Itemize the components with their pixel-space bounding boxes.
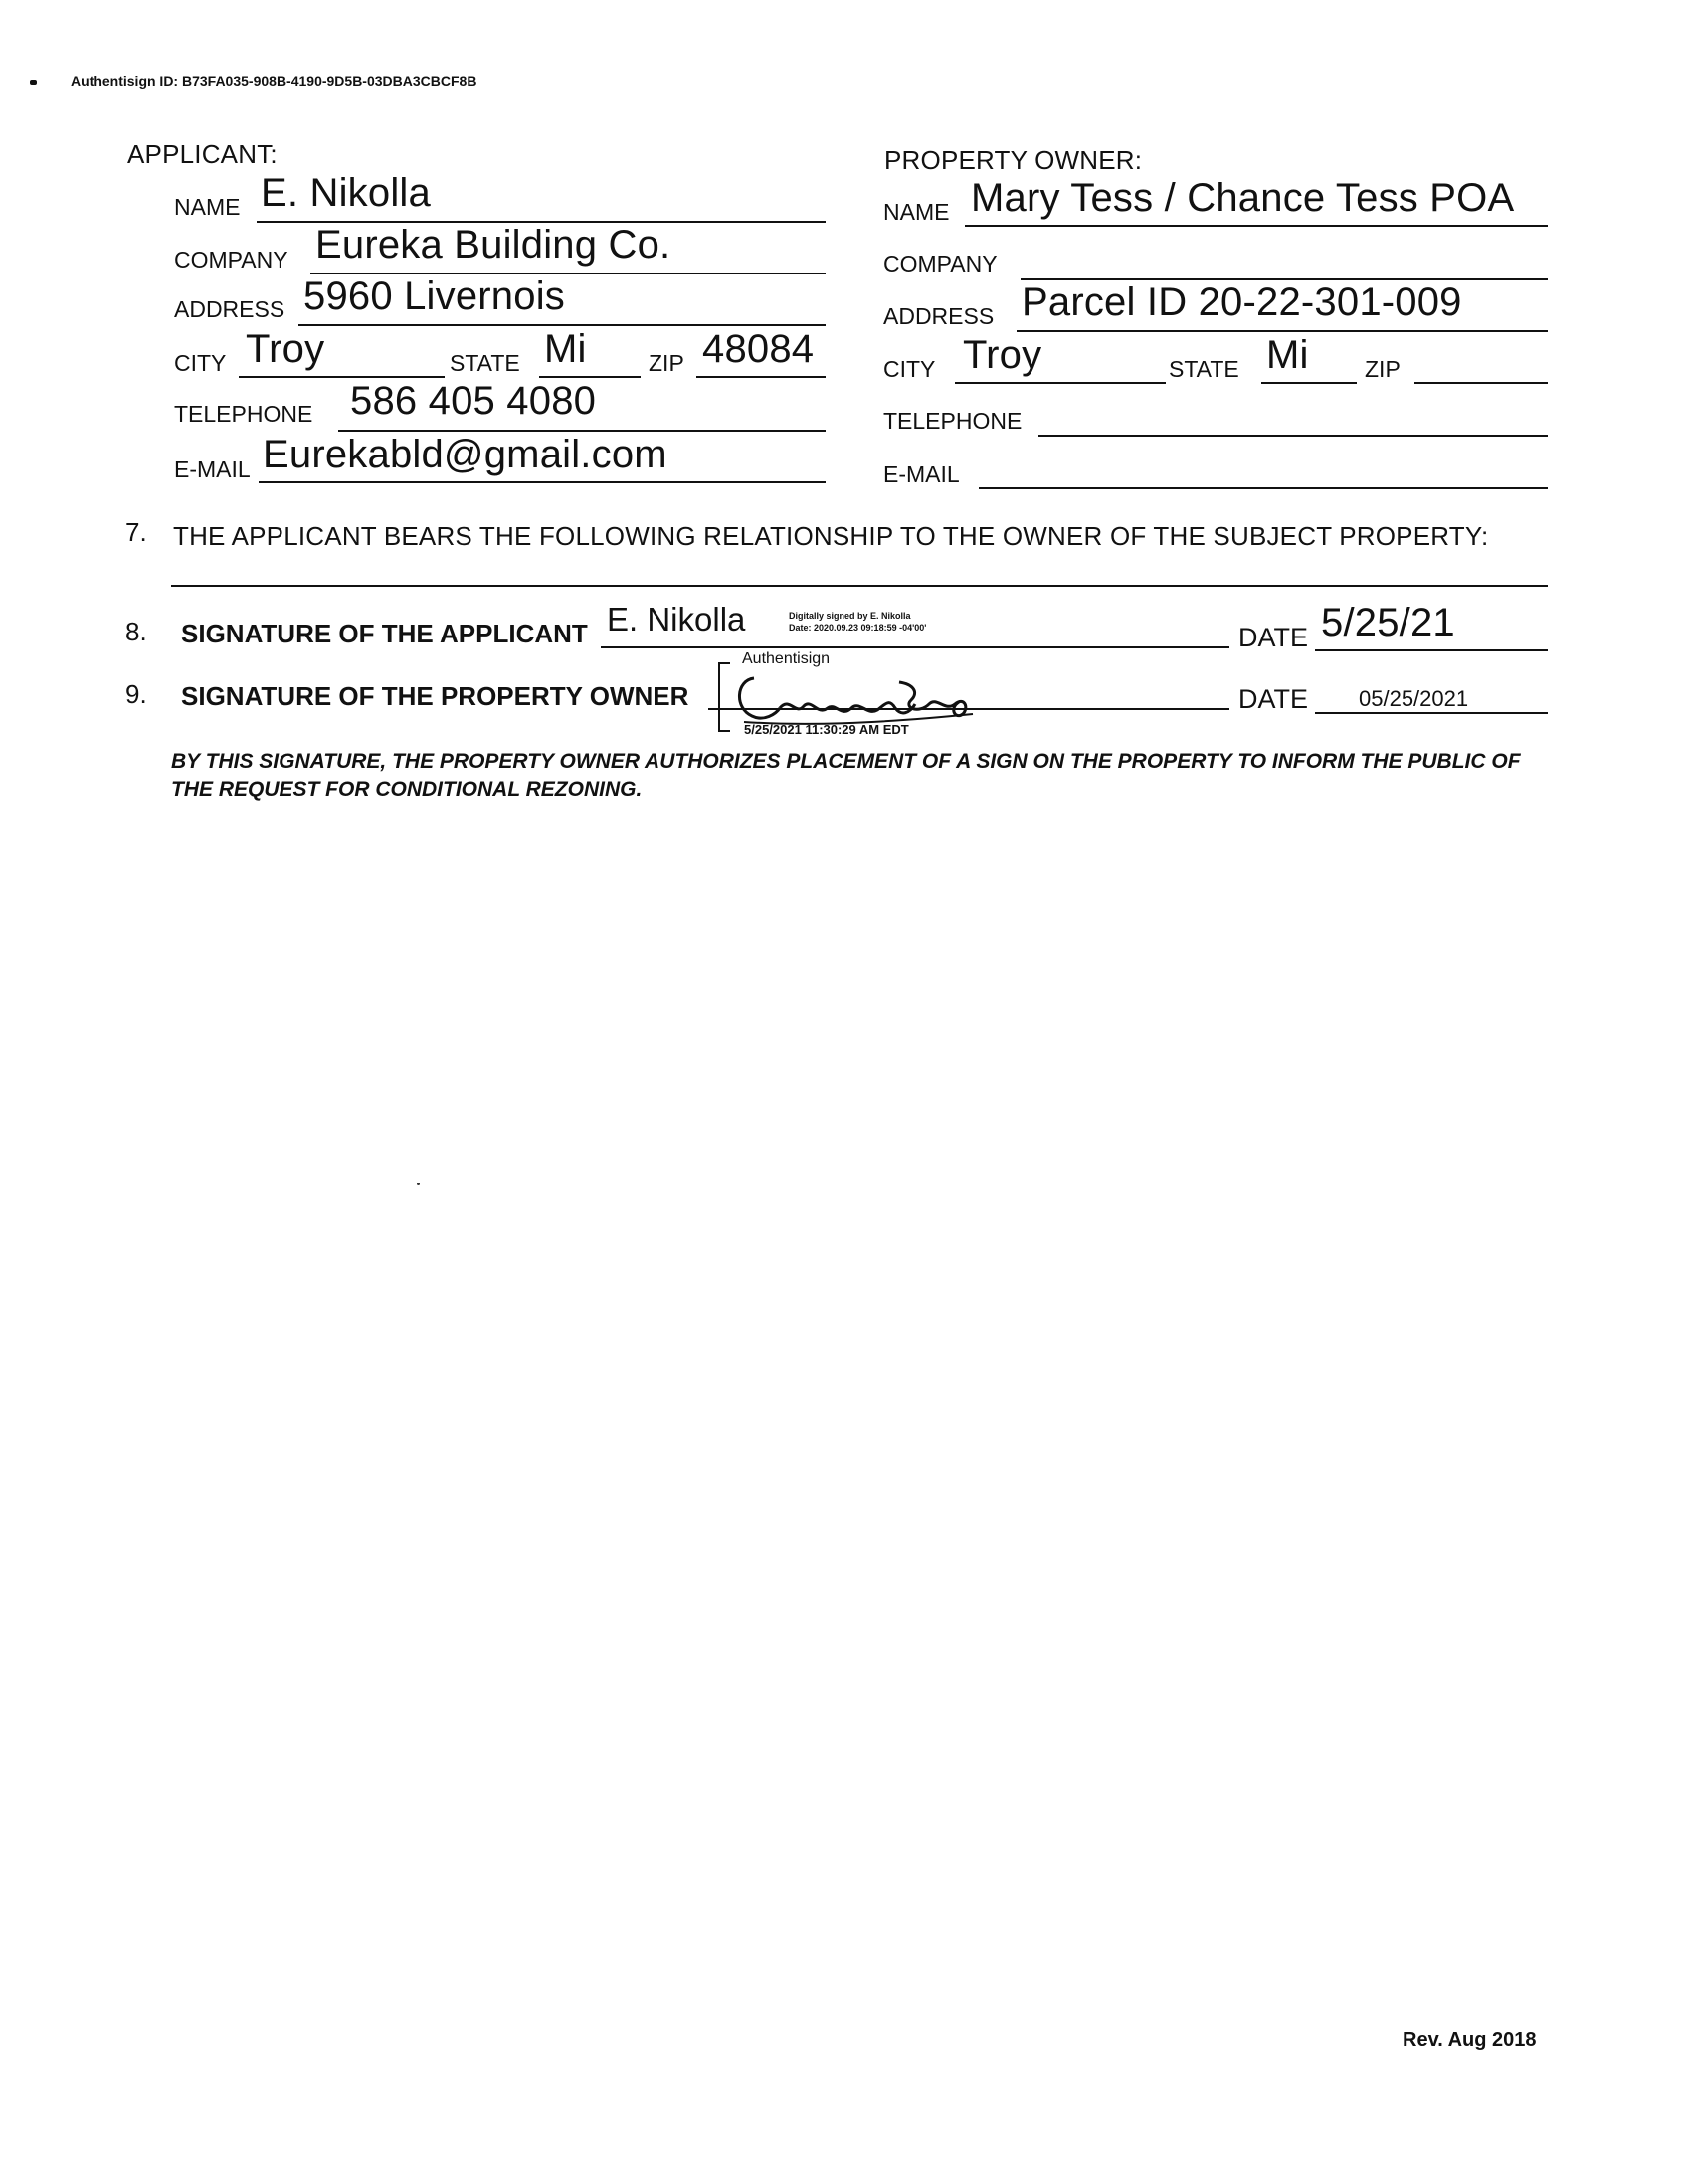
owner-company-label: COMPANY — [883, 251, 998, 276]
item8-date-label: DATE — [1238, 623, 1309, 652]
owner-name-value[interactable]: Mary Tess / Chance Tess POA — [971, 176, 1515, 220]
applicant-address-line — [298, 324, 826, 326]
item9-number: 9. — [125, 679, 147, 709]
owner-address-line — [1017, 330, 1548, 332]
applicant-zip-label: ZIP — [649, 350, 684, 376]
applicant-email-value[interactable]: Eurekabld@gmail.com — [263, 433, 667, 476]
applicant-telephone-value[interactable]: 586 405 4080 — [350, 379, 597, 423]
item8-date-value[interactable]: 5/25/21 — [1321, 601, 1455, 644]
applicant-address-value[interactable]: 5960 Livernois — [303, 274, 565, 318]
item8-signature-line — [601, 646, 1229, 648]
applicant-city-value[interactable]: Troy — [246, 327, 325, 371]
applicant-telephone-line — [338, 430, 826, 432]
scan-dot — [417, 1183, 420, 1185]
owner-name-label: NAME — [883, 199, 950, 225]
owner-address-label: ADDRESS — [883, 303, 995, 329]
owner-telephone-label: TELEPHONE — [883, 408, 1023, 434]
applicant-state-label: STATE — [450, 350, 520, 376]
scan-mark — [30, 80, 37, 85]
applicant-email-line — [259, 481, 826, 483]
authentisign-timestamp: 5/25/2021 11:30:29 AM EDT — [744, 722, 909, 737]
applicant-zip-value[interactable]: 48084 — [702, 327, 815, 371]
item7-number: 7. — [125, 517, 147, 547]
owner-city-line — [955, 382, 1166, 384]
item9-label: SIGNATURE OF THE PROPERTY OWNER — [181, 681, 689, 711]
applicant-name-label: NAME — [174, 194, 241, 220]
owner-address-value[interactable]: Parcel ID 20-22-301-009 — [1022, 280, 1462, 324]
applicant-state-value[interactable]: Mi — [544, 327, 587, 371]
owner-email-line — [979, 487, 1548, 489]
item8-number: 8. — [125, 617, 147, 646]
applicant-telephone-label: TELEPHONE — [174, 401, 313, 427]
item7-line — [171, 585, 1548, 587]
applicant-city-label: CITY — [174, 350, 227, 376]
item9-date-label: DATE — [1238, 684, 1309, 714]
owner-email-label: E-MAIL — [883, 461, 960, 487]
authorization-note: BY THIS SIGNATURE, THE PROPERTY OWNER AUTHORIZES PLACEMENT OF A SIGN ON THE PROPERTY TO INFORM THE PUBLIC OF THE REQUEST FOR CONDITIONAL REZONING. — [171, 750, 1521, 801]
applicant-state-line — [539, 376, 641, 378]
owner-state-line — [1261, 382, 1357, 384]
revision-label: Rev. Aug 2018 — [1403, 2029, 1537, 2051]
digital-signature-line-1: Digitally signed by E. Nikolla — [789, 611, 911, 621]
applicant-company-value[interactable]: Eureka Building Co. — [315, 223, 671, 267]
owner-telephone-line — [1038, 435, 1548, 437]
applicant-zip-line — [696, 376, 826, 378]
applicant-heading: APPLICANT: — [127, 139, 278, 169]
owner-zip-label: ZIP — [1365, 356, 1401, 382]
applicant-name-value[interactable]: E. Nikolla — [261, 171, 431, 215]
owner-state-value[interactable]: Mi — [1266, 333, 1309, 377]
owner-city-label: CITY — [883, 356, 936, 382]
item7-text: THE APPLICANT BEARS THE FOLLOWING RELATIONSHIP TO THE OWNER OF THE SUBJECT PROPERTY: — [173, 521, 1489, 551]
item8-date-line — [1315, 649, 1548, 651]
item9-date-value[interactable]: 05/25/2021 — [1359, 686, 1469, 711]
digital-signature-line-2: Date: 2020.09.23 09:18:59 -04'00' — [789, 623, 927, 633]
owner-city-value[interactable]: Troy — [963, 333, 1042, 377]
authentisign-id: Authentisign ID: B73FA035-908B-4190-9D5B-03DBA3CBCF8B — [71, 73, 477, 89]
owner-heading: PROPERTY OWNER: — [884, 145, 1143, 175]
owner-state-label: STATE — [1169, 356, 1239, 382]
item9-date-line — [1315, 712, 1548, 714]
applicant-company-label: COMPANY — [174, 247, 288, 273]
item8-label: SIGNATURE OF THE APPLICANT — [181, 619, 588, 648]
applicant-email-label: E-MAIL — [174, 456, 251, 482]
applicant-signature[interactable]: E. Nikolla — [607, 601, 746, 637]
applicant-address-label: ADDRESS — [174, 296, 285, 322]
item9-signature-line — [708, 708, 1229, 710]
owner-name-line — [965, 225, 1548, 227]
owner-zip-line — [1414, 382, 1548, 384]
applicant-city-line — [239, 376, 445, 378]
authentisign-brand: Authentisign — [742, 650, 831, 667]
